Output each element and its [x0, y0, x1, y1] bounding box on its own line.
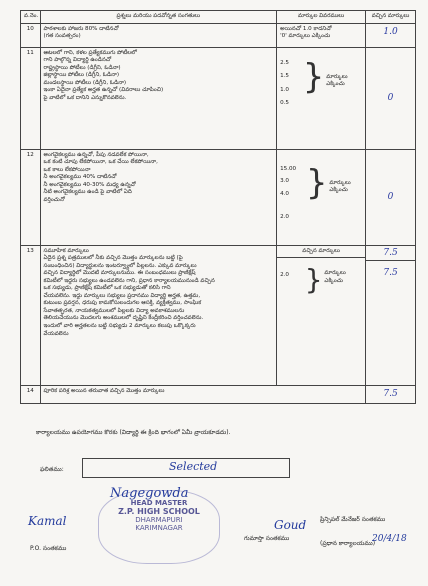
row-marks [277, 245, 366, 385]
right-brace-icon: } [305, 162, 328, 203]
row-description: ఆటలలో గాని, కళల ప్రత్యేకముగు పోటీలలో గాని పాల్గొన్న విద్యార్థి ఉండినచో రాష్ట్రస్థాయి పోటీలు (డిగ్రీని, ఓడినా) జిల్లాస్థాయి పోటీలు (డిగ్రీని, ఓడినా) మండలస్థాయి పోటీలు (డిగ్రీని, ఓడినా) ఇంకా ఏదైనా ప్రత్యేక అర్హత ఉన్నచో (వివరాలు చూపించి) పై వాటిలో ఒక దానిని ఎన్నుకొనవలెను. [40, 47, 277, 149]
row-marks [277, 149, 366, 245]
result-box [82, 458, 290, 478]
school-stamp: HEAD MASTER Z.P. HIGH SCHOOL DHARMAPURI KARIMNAGAR [98, 490, 220, 564]
principal-signature-label: ప్రిన్సిపల్ మేనేజర్ సంతకము [320, 516, 386, 523]
marks-list: 2.0 [280, 272, 289, 279]
row-marks: అయినచో 1.0 కాదనిచో '0' మార్కులు ఎక్కించు [277, 23, 366, 47]
po-signature: Kamal [28, 514, 67, 528]
awarded-marks: 0 [366, 149, 416, 245]
table-row [21, 245, 416, 385]
header-marks-details: మార్కుల వివరములు [277, 11, 366, 24]
signature-date: 20/4/18 [372, 534, 407, 544]
marks-instruction: మార్కులు ఎక్కించు [326, 73, 348, 88]
principal-office-label: (ప్రధాన కార్యాలయము) [320, 540, 376, 547]
row-description: పూరిక పరిశ్ర అయిన తరువాత వచ్చిన మొత్తం మార్కులు [40, 385, 366, 403]
result-handwritten: Selected [169, 460, 218, 473]
table-header-row [21, 11, 416, 24]
table-row [21, 47, 416, 149]
result-label: ఫలితము: [40, 466, 64, 473]
awarded-marks: 7.5 [366, 385, 416, 403]
row-number: 13 [21, 245, 41, 385]
marks-instruction: మార్కులు ఎక్కించు [324, 270, 346, 284]
row-number: 10 [21, 23, 41, 47]
clerk-signature-label: గుమాస్తా సంతకము [244, 535, 290, 542]
table-row [21, 149, 416, 245]
header-serial: వ.నెం. [21, 11, 41, 24]
marks-instruction: మార్కులు ఎక్కించు [329, 179, 351, 194]
header-awarded: వచ్చిన మార్కులు [366, 11, 416, 24]
row-number: 12 [21, 149, 41, 245]
marks-list: 2.5 1.5 1.0 0.5 [280, 59, 289, 107]
right-brace-icon: } [302, 56, 325, 97]
awarded-marks: 0 [366, 47, 416, 149]
awarded-marks-top: 7.5 [366, 246, 415, 261]
clerk-signature: Goud [274, 518, 307, 532]
scholarship-marks-table [20, 10, 416, 404]
row-description: సమూహిక మార్కులు ఏదైన ప్రశ్న పత్రములలో నీకు వచ్చిన మొత్తం మార్కులను బట్టి (పై సంబంధించిన) విద్యార్థులను ఇంటర్వ్యూలో పిల్లలను. ఎక్కువ మార్కులు వచ్చిన విద్యార్థిలో మొదటి మార్కులనుము. ఈ సంబంధములు ప్రాణిక్షేష్ కమిటీలో ఇద్దరు సభ్యులు ఉండవలెను గాని, ప్రధాన కార్యాలయమునుండి వచ్చిన ఒక సభ్యుడు, ప్రాణిక్షేష్ కమిటీలో ఒక సభ్యుడుతో కలిసి గాని చేయవలెను. ఇద్దు మార్కులు సభ్యులు ప్రదానము విద్యార్థి అర్హత, ఉత్తమ, కుటుంబ ప్రవర్తన, ధరుపు కామకోసులందుగల ఆసక్తి, వ్యక్తిత్వము, సాంఘిక సేవాతత్పరత, నాయకత్వములలో పిల్లలకు విద్యా అవకాశములను తెలియచేయును మొదలగు అంశములలో దృష్టిని కేంద్రీకరించి వర్తించవలెను. ఇందులో వారి అర్హతలను బట్టి సభ్యుడు 2 మార్కులు కలుపు ఒక్కొక్కరు వేయవలెను [40, 245, 277, 385]
row-description: పాఠశాలకు హాజరు 80% దాటినచో (గత సంవత్సరం) [40, 23, 277, 47]
marks-subheader: వచ్చిన మార్కులు [277, 246, 365, 259]
right-brace-icon: } [304, 263, 323, 297]
row-number: 11 [21, 47, 41, 149]
awarded-marks: 7.5 7.5 [366, 245, 416, 385]
po-signature-label: P.O. సంతకము [30, 545, 67, 552]
header-description: ప్రశ్నలు మరియు పదవోన్నత సంగతులు [40, 11, 277, 24]
row-marks [277, 47, 366, 149]
headmaster-signature: Nagegowda [110, 486, 189, 501]
row-description: అంగవైకల్యము ఉన్నచో, పీపు నడవలేక పోయినా, ఒక కంటి చూపు లేకపోయినా, ఒక చేయి లేకపోయినా, ఒక కాలు లేకపోయినా నీ అంగవైకల్యము 40% దాటినచో నీ అంగవైకల్యము 40-30% మధ్య ఉన్నచో నీటి అంగవైకల్యము ఉండి పై వాటిలో ఏది వర్తించునో [40, 149, 277, 245]
row-number: 14 [21, 385, 41, 403]
table-row [21, 385, 416, 403]
office-use-note: కార్యాలయము ఉపయోగము కొరకు (విద్యార్థి ఈ క్రింది భాగంలో ఏమీ వ్రాయకూడదు). [36, 429, 231, 436]
table-row [21, 23, 416, 47]
awarded-marks: 1.0 [366, 23, 416, 47]
marks-list: 15.00 3.0 4.0 2.0 [280, 165, 297, 221]
section-title: సమూహిక మార్కులు [43, 247, 89, 254]
